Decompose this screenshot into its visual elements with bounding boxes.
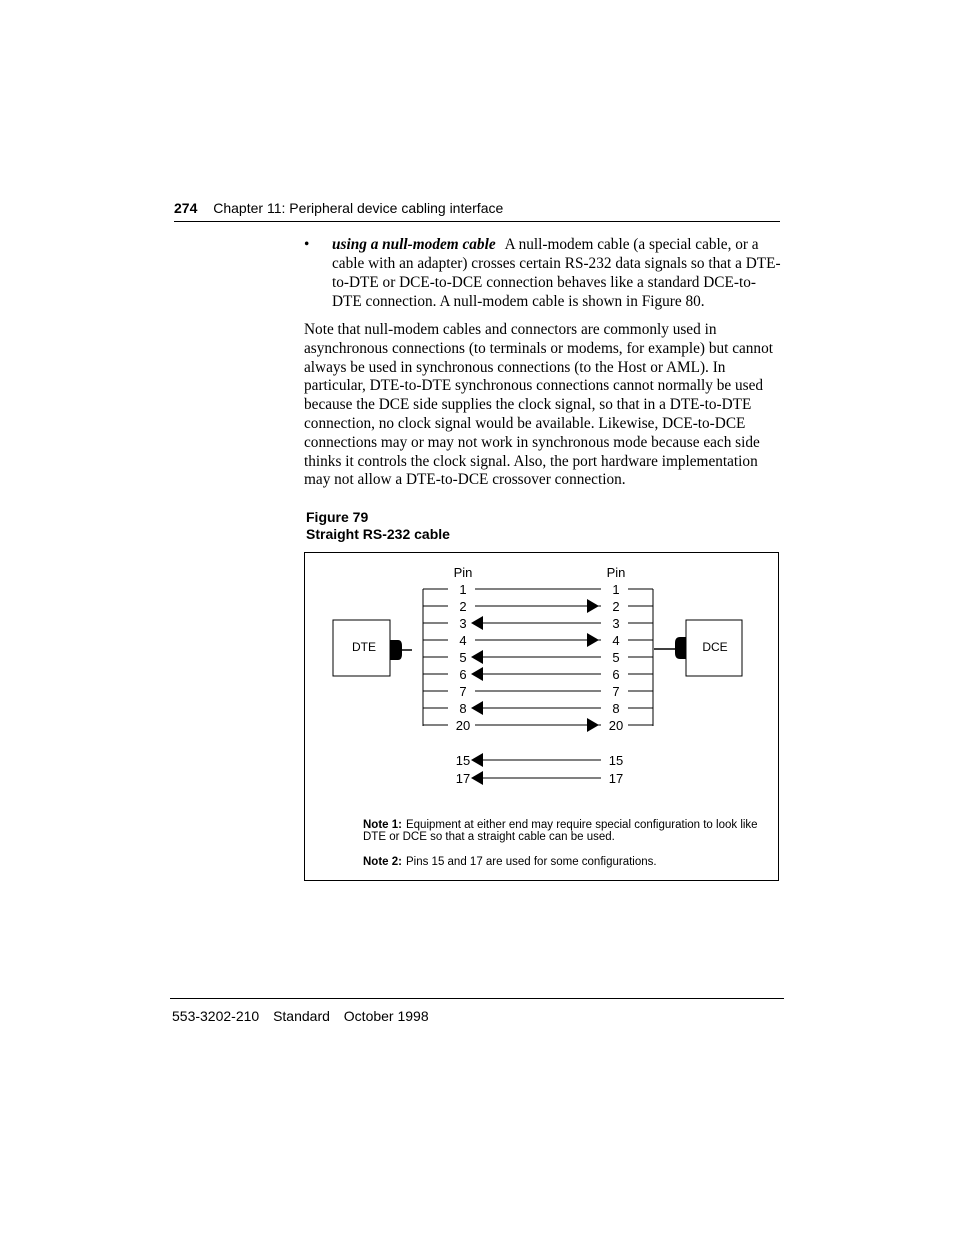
pin-row-1-arrow-right-icon [587, 599, 599, 613]
header-rule [174, 221, 780, 222]
extra-pin-row-0-left-pin-label: 15 [455, 753, 471, 768]
right-pin-heading: Pin [606, 565, 626, 580]
extra-pin-row-0-right-pin-label: 15 [608, 753, 624, 768]
dce-label: DCE [702, 640, 728, 654]
figure-number: Figure 79 [306, 509, 369, 525]
pin-row-3-right-pin-label: 4 [612, 633, 620, 648]
extra-pin-row-1-left-pin-label: 17 [455, 771, 471, 786]
figure-box [304, 552, 779, 881]
body-paragraph: Note that null-modem cables and connectors are commonly used in asynchronous connections (to terminals or modems, for example) but cannot always be used in synchronous connections (to the Host or AML). In particular, DTE-to-DTE synchronous connections cannot normally be used because the DCE side supplies the clock signal, so that in a DTE-to-DTE connection, no clock signal would be available. Likewise, DCE-to-DCE connections may or may not work in synchronous mode because each side thinks it controls the clock signal. Also, the port hardware implementation may not allow a DTE-to-DCE crossover connection. [304, 321, 773, 489]
dte-label: DTE [352, 640, 376, 654]
dte-connector-icon [390, 640, 402, 660]
page-number: 274 [174, 200, 198, 216]
pin-row-8-arrow-right-icon [587, 718, 599, 732]
extra-pin-row-0-arrow-left-icon [471, 753, 483, 767]
bullet-description: A null-modem cable (a special cable, or a cable with an adapter) crosses certain RS-232 data signals so that a DTE-to-DTE or DCE-to-DCE connection behaves like a standard DCE-to-DTE connection. A null-modem cable is shown in Figure 80. [332, 236, 781, 310]
pin-row-3-arrow-right-icon [587, 633, 599, 647]
page-header [174, 200, 503, 216]
pin-row-4-arrow-left-icon [471, 650, 483, 664]
dce-connector-icon [675, 637, 686, 659]
bullet-text-block [332, 235, 784, 311]
footer-rule [170, 998, 784, 999]
pin-row-5-right-pin-label: 6 [612, 667, 620, 682]
pin-row-7-left-pin-label: 8 [459, 701, 467, 716]
pin-row-3-left-pin-label: 4 [459, 633, 467, 648]
note-1-text: Equipment at either end may require special configuration to look like DTE or DCE so that a straight cable can be used. [363, 819, 758, 843]
pin-row-6-right-pin-label: 7 [612, 684, 620, 699]
pin-row-5-arrow-left-icon [471, 667, 483, 681]
pin-row-5-left-pin-label: 6 [459, 667, 467, 682]
pin-rows [423, 582, 653, 786]
chapter-title: Chapter 11: Peripheral device cabling interface [213, 200, 504, 216]
doc-date: October 1998 [343, 1008, 429, 1024]
pin-row-2-right-pin-label: 3 [612, 616, 620, 631]
pin-row-8-right-pin-label: 20 [608, 718, 624, 733]
pin-row-1-left-pin-label: 2 [459, 599, 467, 614]
doc-status: Standard [273, 1008, 330, 1024]
note-2 [363, 856, 763, 868]
pin-row-1-right-pin-label: 2 [612, 599, 620, 614]
pin-row-7-right-pin-label: 8 [612, 701, 620, 716]
doc-number: 553-3202-210 [172, 1008, 260, 1024]
left-pin-heading: Pin [453, 565, 473, 580]
page-footer [172, 1008, 439, 1024]
note-1 [363, 819, 763, 843]
pin-row-4-left-pin-label: 5 [459, 650, 467, 665]
note-1-label: Note 1: [363, 819, 402, 831]
pin-row-0-left-pin-label: 1 [459, 582, 467, 597]
note-2-label: Note 2: [363, 856, 402, 868]
pin-row-8-left-pin-label: 20 [455, 718, 471, 733]
pin-row-0-right-pin-label: 1 [612, 582, 620, 597]
pin-row-7-arrow-left-icon [471, 701, 483, 715]
pin-row-2-left-pin-label: 3 [459, 616, 467, 631]
bullet-symbol: • [304, 236, 310, 253]
pin-row-6-left-pin-label: 7 [459, 684, 467, 699]
pin-row-4-right-pin-label: 5 [612, 650, 620, 665]
extra-pin-row-1-arrow-left-icon [471, 771, 483, 785]
note-2-text: Pins 15 and 17 are used for some configurations. [405, 856, 657, 868]
extra-pin-row-1-right-pin-label: 17 [608, 771, 624, 786]
bullet-term: using a null-modem cable [332, 236, 496, 253]
figure-title: Straight RS-232 cable [306, 526, 450, 542]
pin-row-2-arrow-left-icon [471, 616, 483, 630]
